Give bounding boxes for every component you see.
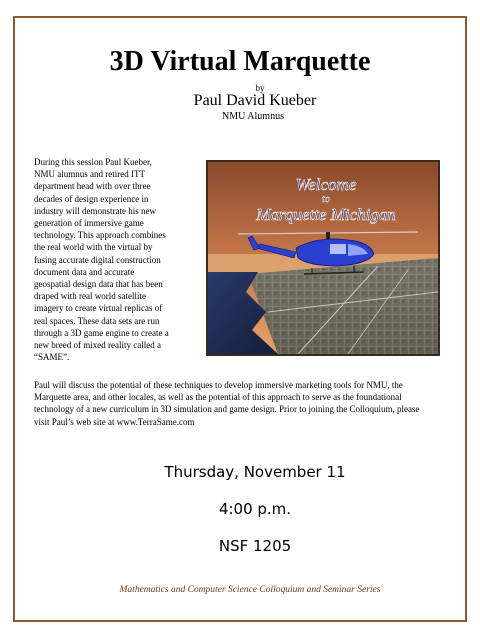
abstract-line: “SAME”. <box>34 352 70 363</box>
abstract-line: generation of immersive game <box>34 218 144 229</box>
abstract-line: real spaces. These data sets are run <box>34 315 160 326</box>
abstract-line: visit Paul’s web site at www.TerraSame.com <box>34 416 195 427</box>
abstract-line: Marquette area, and other locales, as well as the potential of this approach to serve as the foundational <box>34 392 402 403</box>
abstract-line: decades of design experience in <box>34 193 149 204</box>
image-caption-to: to <box>321 193 331 205</box>
abstract-line: the real world with the virtual by <box>34 242 153 253</box>
abstract-line: new breed of mixed reality called a <box>34 340 161 351</box>
abstract-line: draped with real world satellite <box>34 291 146 302</box>
abstract-line: industry will demonstrate his new <box>34 205 156 216</box>
abstract-line: technology. This approach combines <box>34 230 166 241</box>
abstract-column <box>34 156 194 363</box>
abstract-line: technology of a new curriculum in 3D simulation and game design. Prior to joining the Colloquium, please <box>34 404 420 415</box>
abstract-continuation <box>34 379 454 428</box>
abstract-line: During this session Paul Kueber, <box>34 157 152 167</box>
event-room: NSF 1205 <box>218 537 292 555</box>
abstract-line: fusing accurate digital construction <box>34 254 161 265</box>
abstract-line: department head with over three <box>34 181 151 192</box>
author-affiliation: NMU Alumnus <box>222 111 284 122</box>
event-date: Thursday, November 11 <box>164 463 346 481</box>
abstract-line: NMU alumnus and retired ITT <box>34 169 145 180</box>
abstract-line: Paul will discuss the potential of these techniques to develop immersive marketing tools for NMU, the <box>34 380 403 390</box>
author-name: Paul David Kueber <box>193 92 317 109</box>
by-label: by <box>255 83 265 93</box>
marquette-helicopter-image <box>206 160 440 356</box>
abstract-line: through a 3D game engine to create a <box>34 327 169 338</box>
abstract-line: document data and accurate <box>34 266 135 277</box>
series-footer: Mathematics and Computer Science Colloquium and Seminar Series <box>119 585 381 595</box>
abstract-line: imagery to create virtual replicas of <box>34 303 163 314</box>
image-caption-welcome: Welcome <box>295 175 357 194</box>
poster-title: 3D Virtual Marquette <box>109 46 371 77</box>
image-caption-marquette: Marquette Michigan <box>256 205 396 224</box>
event-time: 4:00 p.m. <box>218 500 292 518</box>
abstract-line: geospatial design data that has been <box>34 279 163 290</box>
